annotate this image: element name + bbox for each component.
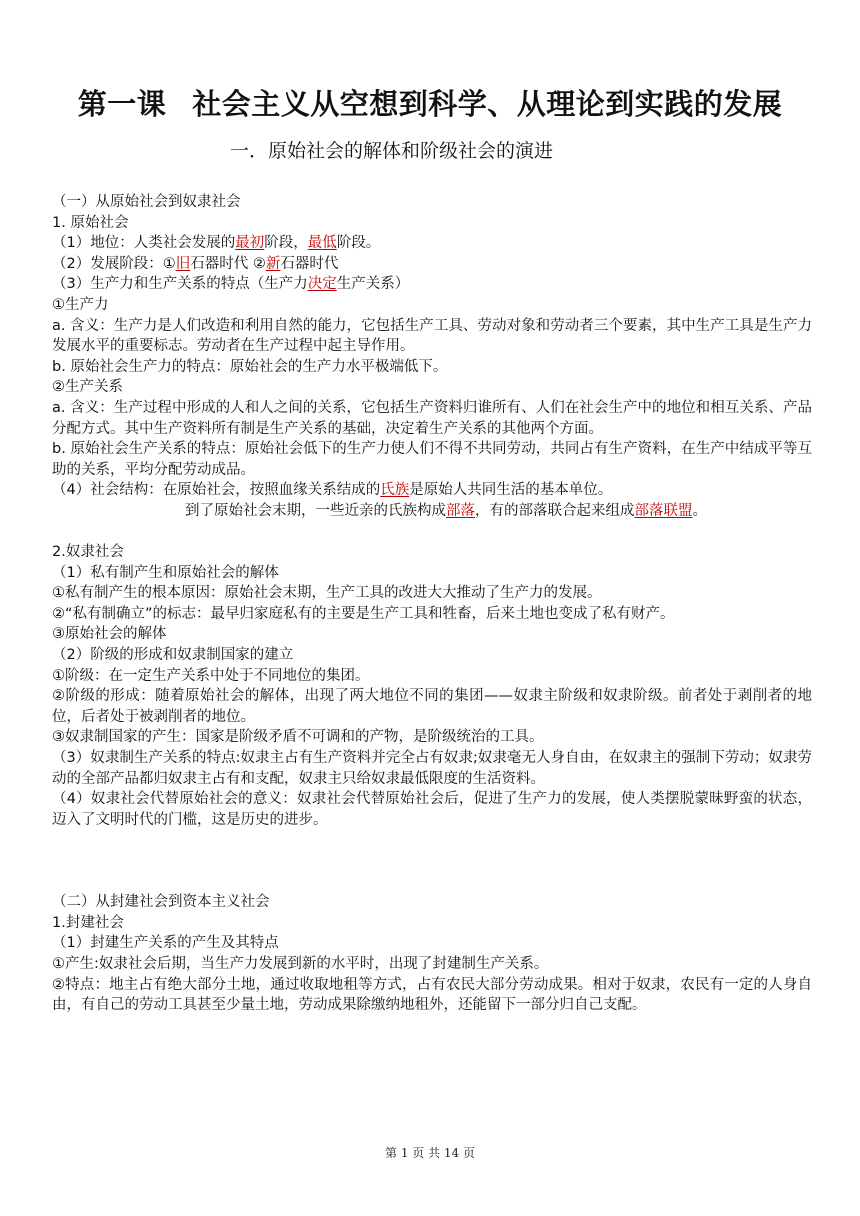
paragraph-line: （3）生产力和生产关系的特点（生产力决定生产关系） [52, 276, 410, 293]
keyword: 最初 [235, 235, 265, 252]
section-heading: （一）从原始社会到奴隶社会 [52, 194, 241, 210]
paragraph-line: ①产生:奴隶社会后期，当生产力发展到新的水平时，出现了封建制生产关系。 [52, 955, 549, 972]
paragraph-line: （2）阶级的形成和奴隶制国家的建立 [52, 647, 294, 664]
lesson-title [0, 82, 860, 123]
subsection-heading: 2.奴隶社会 [52, 544, 124, 561]
keyword: 旧 [175, 255, 191, 272]
paragraph: （3）奴隶制生产关系的特点:奴隶主占有生产资料并完全占有奴隶;奴隶毫无人身自由，在奴隶主的强制下劳动；奴隶劳动的全部产品都归奴隶主占有和支配，奴隶主只给奴隶最低限度的生活资料。 [52, 750, 812, 787]
paragraph: b. 原始社会生产关系的特点：原始社会低下的生产力使人们不得不共同劳动，共同占有生产资料，在生产中结成平等互助的关系，平均分配劳动成品。 [52, 441, 812, 478]
page-footer: 第 1 页 共 14 页 [385, 1146, 475, 1160]
paragraph-line: ②生产关系 [52, 379, 123, 396]
keyword: 新 [265, 255, 281, 272]
paragraph-line: ①私有制产生的根本原因：原始社会末期，生产工具的改进大大推动了生产力的发展。 [52, 585, 602, 602]
lesson-number: 第一课 [77, 87, 167, 121]
paragraph-line: ③奴隶制国家的产生：国家是阶级矛盾不可调和的产物，是阶级统治的工具。 [52, 729, 544, 746]
paragraph-line: 到了原始社会末期，一些近亲的氏族构成部落，有的部落联合起来组成部落联盟。 [185, 502, 707, 519]
paragraph: a. 含义：生产过程中形成的人和人之间的关系，它包括生产资料归谁所有、人们在社会生产中的地位和相互关系、产品分配方式。其中生产资料所有制是生产关系的基础，决定着生产关系的其他两个方面。 [52, 399, 812, 437]
paragraph-line: （4）社会结构：在原始社会，按照血缘关系结成的氏族是原始人共同生活的基本单位。 [52, 482, 613, 499]
paragraph-line: b. 原始社会生产力的特点：原始社会的生产力水平极端低下。 [52, 358, 448, 375]
keyword: 部落联盟 [634, 502, 693, 519]
paragraph-line: ①生产力 [52, 296, 109, 313]
paragraph-line: ①阶级：在一定生产关系中处于不同地位的集团。 [52, 667, 370, 684]
keyword: 部落 [446, 502, 475, 519]
keyword: 最低 [307, 235, 337, 252]
paragraph-line: （1）封建生产关系的产生及其特点 [52, 935, 279, 952]
subsection-heading: 1. 原始社会 [52, 214, 129, 231]
keyword: 决定 [307, 276, 337, 293]
lesson-title-text: 社会主义从空想到科学、从理论到实践的发展 [192, 87, 783, 121]
keyword: 氏族 [380, 482, 410, 499]
paragraph: a. 含义：生产力是人们改造和利用自然的能力，它包括生产工具、劳动对象和劳动者三个要素，其中生产工具是生产力发展水平的重要标志。劳动者在生产过程中起主导作用。 [52, 317, 812, 355]
section-heading: （二）从封建社会到资本主义社会 [52, 894, 270, 911]
section-subtitle: 一．原始社会的解体和阶级社会的演进 [230, 140, 554, 162]
paragraph-line: （1）私有制产生和原始社会的解体 [52, 564, 279, 581]
paragraph-line: ②“私有制确立”的标志：最早归家庭私有的主要是生产工具和牲畜，后来土地也变成了私有财产。 [52, 605, 675, 622]
paragraph: （4）奴隶社会代替原始社会的意义：奴隶社会代替原始社会后，促进了生产力的发展，使人类摆脱蒙昧野蛮的状态，迈入了文明时代的门槛，这是历史的进步。 [52, 791, 812, 828]
paragraph: ②特点：地主占有绝大部分土地，通过收取地租等方式，占有农民大部分劳动成果。相对于奴隶，农民有一定的人身自由，有自己的劳动工具甚至少量土地，劳动成果除缴纳地租外，还能留下一部分归自己支配。 [52, 976, 812, 1014]
document-body [52, 192, 812, 1016]
paragraph: ②阶级的形成：随着原始社会的解体，出现了两大地位不同的集团——奴隶主阶级和奴隶阶级。前者处于剥削者的地位，后者处于被剥削者的地位。 [52, 688, 812, 725]
paragraph-line: （2）发展阶段：①旧石器时代 ②新石器时代 [52, 255, 339, 272]
subsection-heading: 1.封建社会 [52, 914, 124, 931]
paragraph-line: ③原始社会的解体 [52, 626, 167, 643]
paragraph-line: （1）地位：人类社会发展的最初阶段，最低阶段。 [52, 235, 381, 252]
